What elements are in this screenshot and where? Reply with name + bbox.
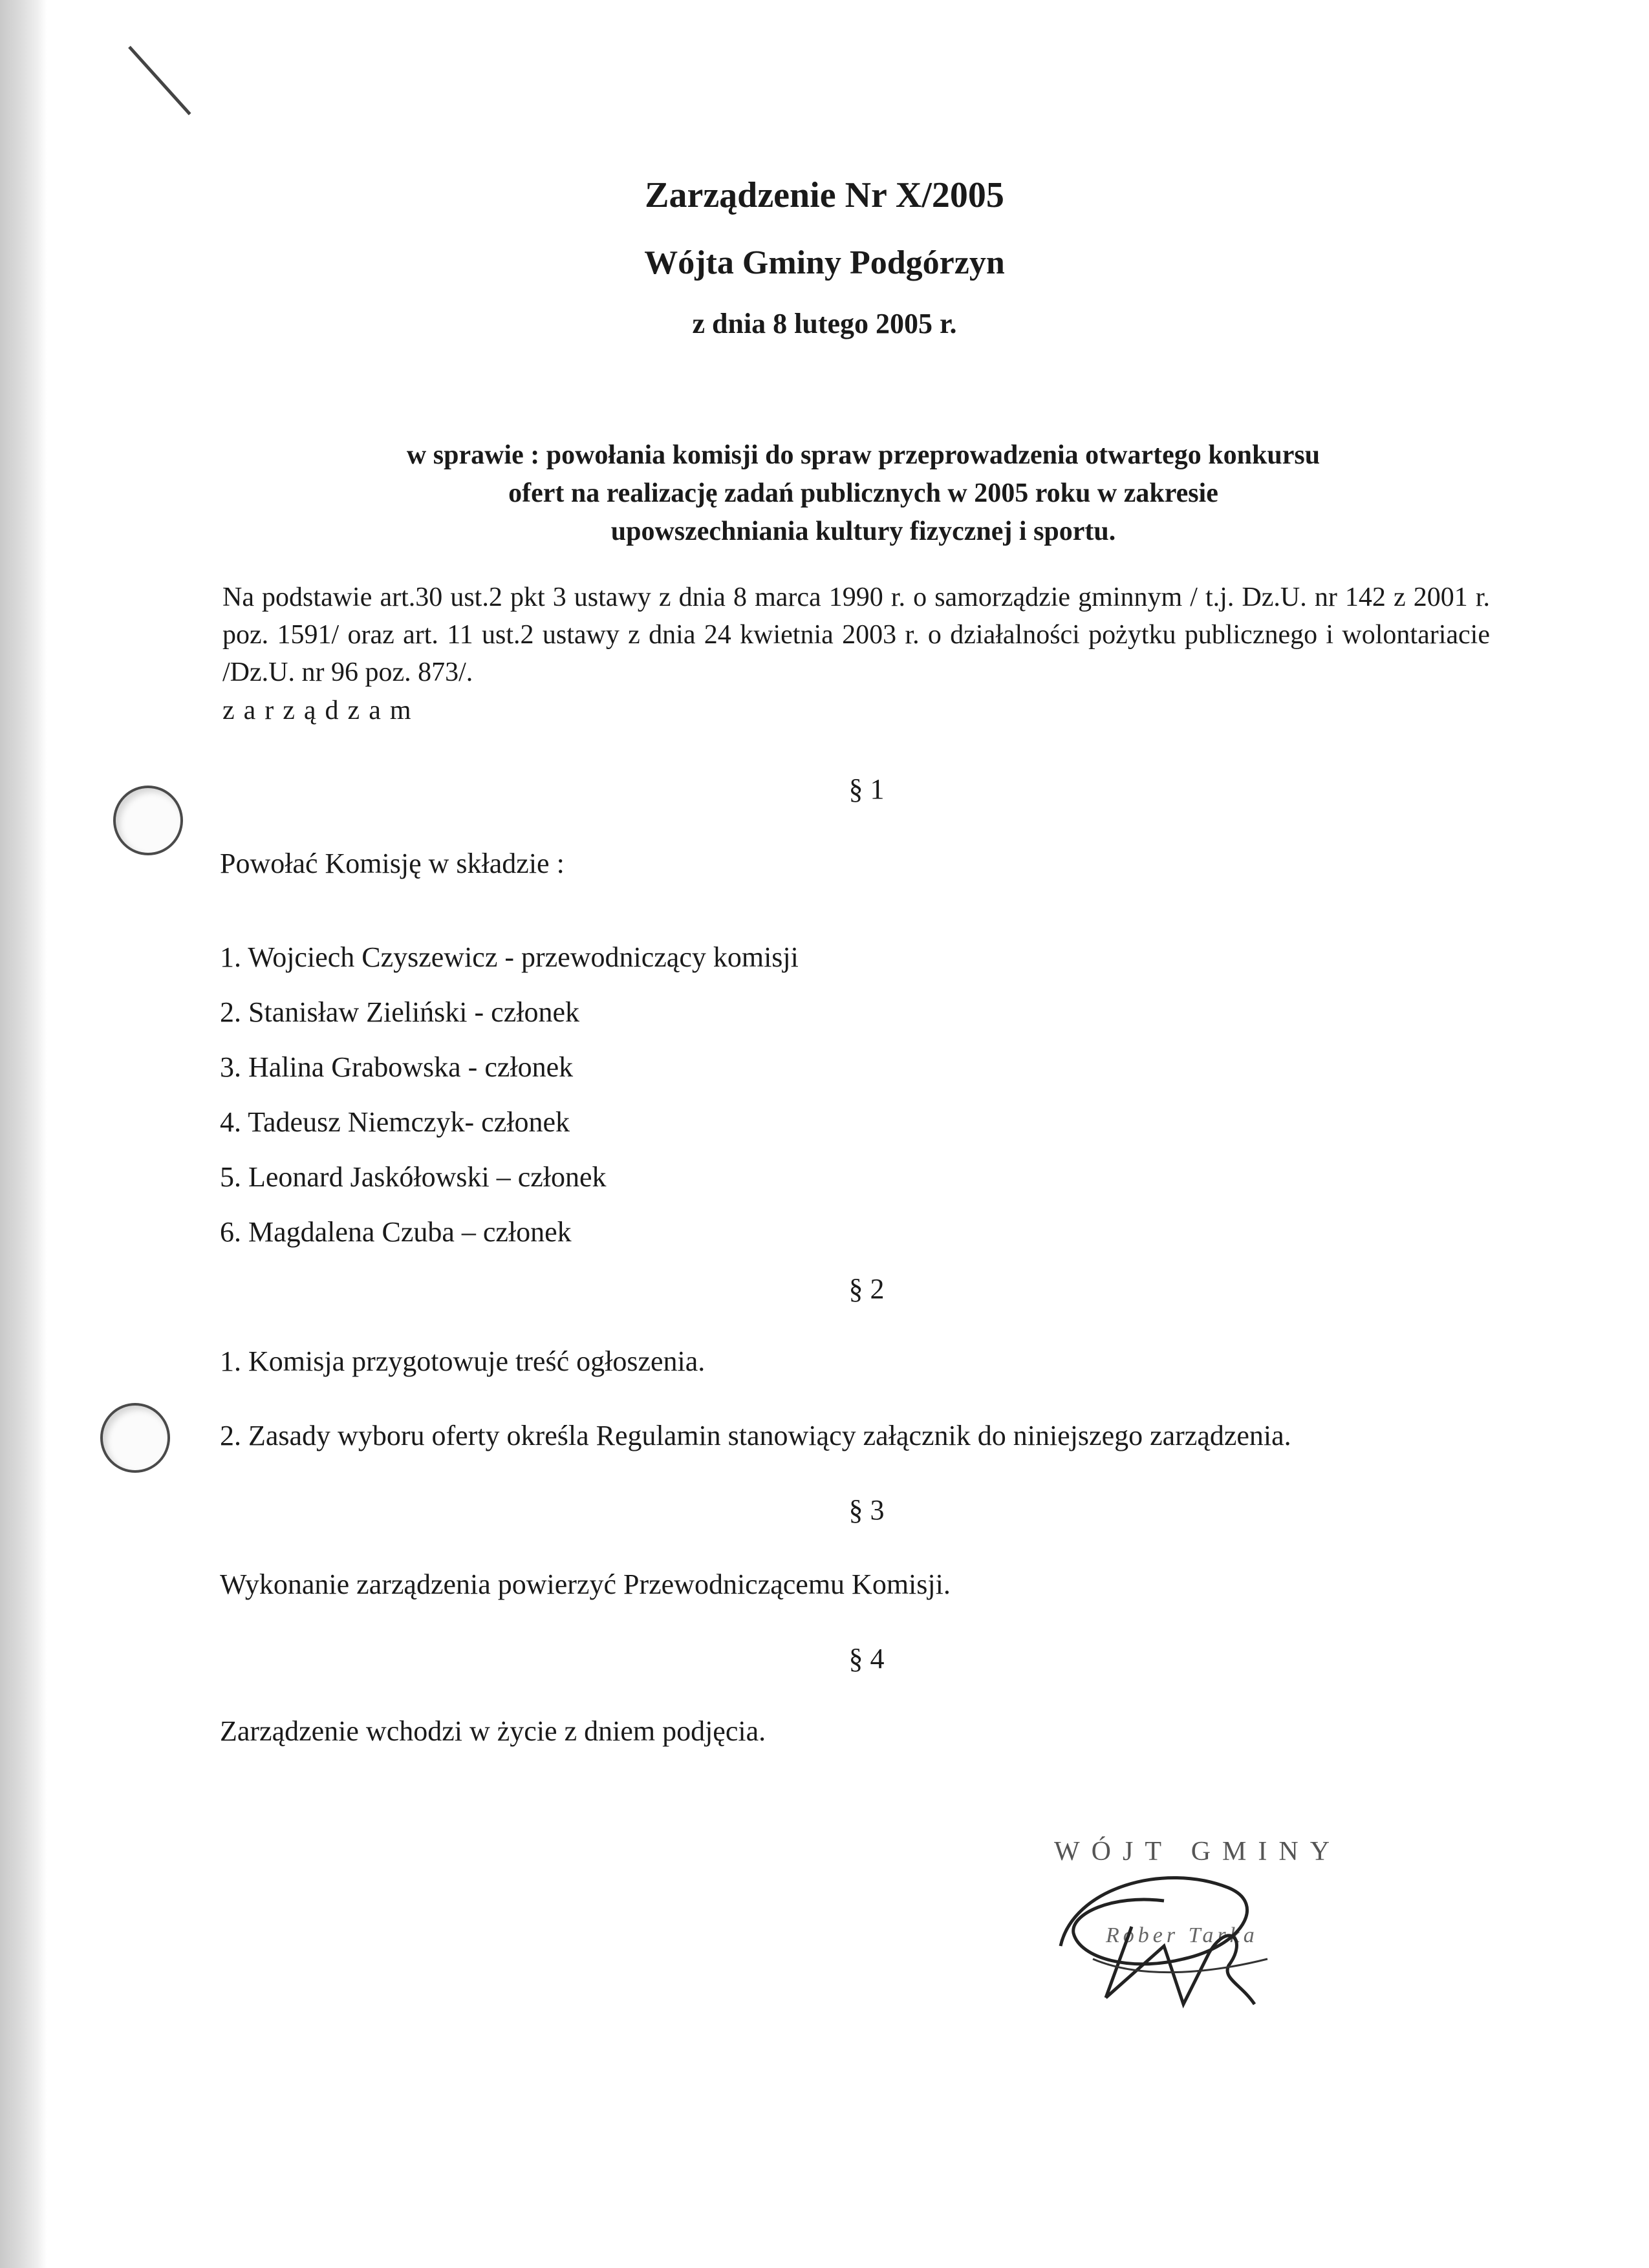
member-6: 6. Magdalena Czuba – członek (220, 1216, 572, 1248)
bleed-through-shadow (401, 744, 407, 771)
document-title: Zarządzenie Nr X/2005 (645, 175, 1004, 215)
subject-line-2: ofert na realizację zadań publicznych w 2005 roku w zakresie (508, 478, 1218, 508)
member-3: 3. Halina Grabowska - członek (220, 1051, 574, 1083)
section-2-item-2: 2. Zasady wyboru oferty określa Regulamin stanowiący załącznik do niniejszego zarządzenia. (220, 1420, 1291, 1451)
staple-mark (128, 46, 191, 115)
section-1-intro: Powołać Komisję w składzie : (220, 848, 565, 879)
section-2-item-1: 1. Komisja przygotowuje treść ogłoszenia. (220, 1345, 706, 1377)
section-1-heading: § 1 (848, 773, 885, 805)
section-2-heading: § 2 (848, 1273, 885, 1305)
member-5: 5. Leonard Jaskółowski – członek (220, 1161, 607, 1193)
subject-line-1: w sprawie : powołania komisji do spraw przeprowadzenia otwartego konkursu (406, 440, 1320, 470)
punch-hole-lower (100, 1403, 170, 1473)
scan-shadow-edge (0, 0, 47, 2268)
section-3-heading: § 3 (848, 1494, 885, 1526)
legal-basis-paragraph: Na podstawie art.30 ust.2 pkt 3 ustawy z dnia 8 marca 1990 r. o samorządzie gminnym / t.j. Dz.U. nr 142 z 2001 r. poz. 1591/ oraz art. 11 ust.2 ustawy z dnia 24 kwietnia 2003 r. o działalności pożytku publicznego i wolontariacie /Dz.U. nr 96 poz. 873/. (222, 583, 1490, 687)
section-4-heading: § 4 (848, 1643, 885, 1674)
document-subject (272, 436, 1455, 551)
section-3-text: Wykonanie zarządzenia powierzyć Przewodniczącemu Komisji. (220, 1568, 951, 1600)
document-date: z dnia 8 lutego 2005 r. (692, 308, 957, 339)
member-2: 2. Stanisław Zieliński - członek (220, 996, 579, 1028)
order-word: zarządzam (222, 696, 420, 725)
subject-line-3: upowszechniania kultury fizycznej i sportu. (610, 517, 1116, 546)
section-4-text: Zarządzenie wchodzi w życie z dniem podjęcia. (220, 1715, 766, 1747)
official-stamp-title: WÓJT GMINY (1054, 1837, 1342, 1867)
member-1: 1. Wojciech Czyszewicz - przewodniczący komisji (220, 941, 799, 973)
official-stamp-name: Rober Tarka (1106, 1923, 1258, 1947)
handwritten-signature (1035, 1849, 1345, 2017)
document-issuer: Wójta Gminy Podgórzyn (644, 244, 1005, 281)
member-4: 4. Tadeusz Niemczyk- członek (220, 1106, 570, 1138)
